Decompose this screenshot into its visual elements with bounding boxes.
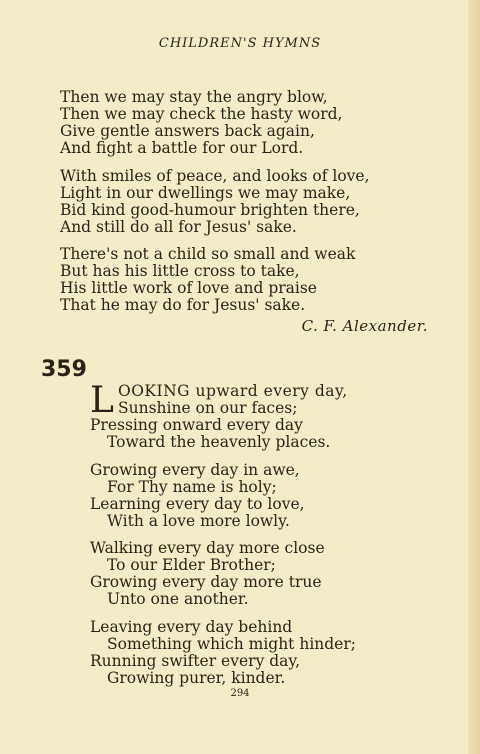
page-number: 294 (230, 688, 250, 699)
verse-line-text: OOKING upward every day, (118, 382, 348, 400)
hymn-author: C. F. Alexander. (301, 317, 428, 335)
verse-line: Learning every day to love, (90, 495, 305, 513)
drop-cap: L (90, 380, 114, 421)
verse-line: And still do all for Jesus' sake. (60, 218, 297, 236)
stanza (90, 462, 305, 530)
verse-line: Pressing onward every day (90, 416, 303, 434)
verse-line: Give gentle answers back again, (60, 122, 315, 140)
verse-line: Sunshine on our faces; (118, 399, 298, 417)
stanza (60, 89, 343, 157)
verse-line: Growing every day in awe, (90, 461, 300, 479)
verse-line: But has his little cross to take, (60, 262, 300, 280)
verse-line: Something which might hinder; (107, 635, 356, 653)
verse-line: Light in our dwellings we may make, (60, 184, 351, 202)
verse-line: Toward the heavenly places. (107, 433, 331, 451)
hymn-number: 359 (41, 357, 87, 382)
verse-line: Growing purer, kinder. (107, 669, 286, 687)
page-edge (468, 0, 480, 754)
running-head: CHILDREN'S HYMNS (158, 36, 322, 51)
verse-line: Leaving every day behind (90, 618, 293, 636)
verse-line: There's not a child so small and weak (60, 245, 356, 263)
verse-line: Bid kind good-humour brighten there, (60, 201, 360, 219)
stanza (90, 380, 348, 451)
verse-line: With a love more lowly. (107, 512, 290, 530)
verse-line: With smiles of peace, and looks of love, (60, 167, 370, 185)
verse-line: To our Elder Brother; (107, 556, 276, 574)
verse-line: For Thy name is holy; (107, 478, 277, 496)
verse-line: Unto one another. (107, 590, 249, 608)
stanza (60, 168, 370, 236)
verse-line: And fight a battle for our Lord. (60, 139, 304, 157)
verse-line: Then we may stay the angry blow, (60, 88, 328, 106)
stanza (90, 540, 325, 608)
verse-line: Walking every day more close (90, 539, 325, 557)
verse-line: Running swifter every day, (90, 652, 301, 670)
stanza (60, 246, 355, 314)
stanza (90, 619, 356, 687)
verse-line: Then we may check the hasty word, (60, 105, 343, 123)
verse-line: His little work of love and praise (60, 279, 317, 297)
verse-line: That he may do for Jesus' sake. (60, 296, 306, 314)
verse-line: Growing every day more true (90, 573, 322, 591)
